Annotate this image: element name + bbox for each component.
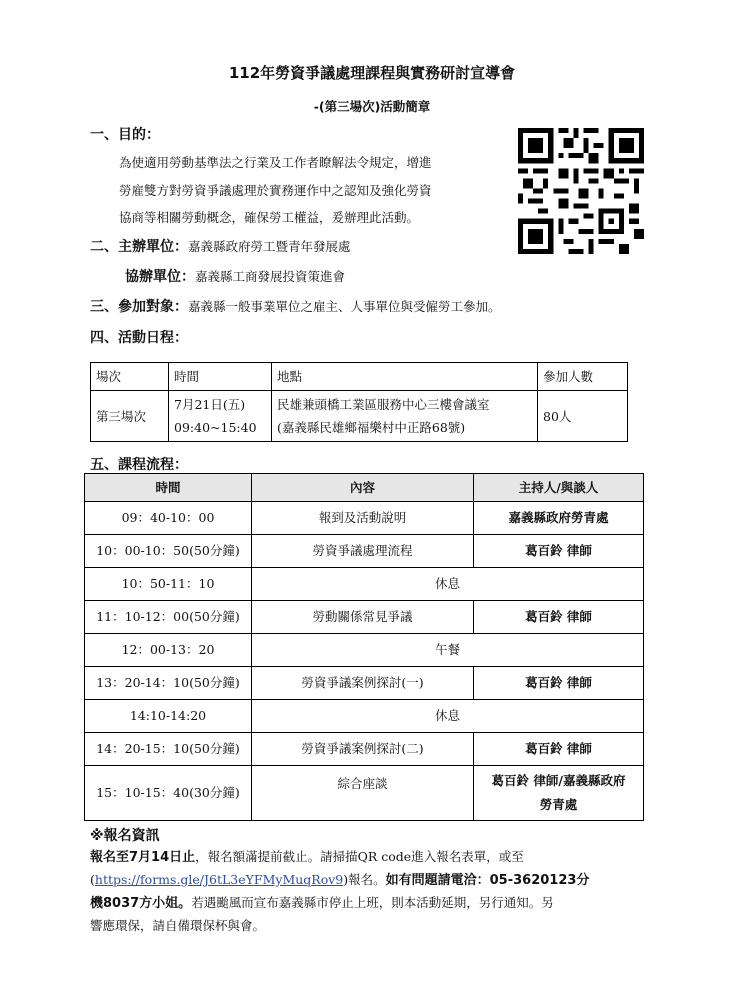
schedule-header-venue: 地點 <box>272 363 538 391</box>
organizer-heading: 二、主辦單位： <box>90 239 188 255</box>
flow-host: 葛百鈴 律師 <box>474 733 644 766</box>
flow-row <box>85 733 644 766</box>
flow-time: 12：00-13：20 <box>85 634 252 667</box>
flow-content: 勞資爭議案例探討(二) <box>252 733 474 766</box>
registration-info <box>90 846 662 937</box>
schedule-session: 第三場次 <box>91 391 169 442</box>
schedule-capacity: 80人 <box>538 391 628 442</box>
flow-time: 10：00-10：50(50分鐘) <box>85 535 252 568</box>
registration-deadline: 報名至7月14日止 <box>90 850 196 865</box>
co-organizer-heading: 協辦單位： <box>125 269 195 285</box>
registration-contact: 如有問題請電洽：05-3620123分 <box>385 873 590 888</box>
flow-time: 14:10-14:20 <box>85 700 252 733</box>
purpose-line-1: 為使適用勞動基準法之行業及工作者瞭解法令規定，增進 <box>119 155 432 170</box>
schedule-table <box>90 362 628 442</box>
flow-host: 葛百鈴 律師 <box>474 667 644 700</box>
co-organizer-value: 嘉義縣工商發展投資策進會 <box>195 269 346 284</box>
schedule-heading: 四、活動日程： <box>90 330 188 346</box>
registration-text-3: 若遇颱風而宣布嘉義縣市停止上班，則本活動延期，另行通知。另 <box>191 895 554 910</box>
flow-content: 綜合座談 <box>252 766 474 821</box>
flow-row <box>85 601 644 634</box>
registration-contact-2: 機8037方小姐。 <box>90 896 192 911</box>
registration-text-4: 響應環保，請自備環保杯與會。 <box>90 918 266 933</box>
registration-text-2: )報名。 <box>343 872 386 887</box>
flow-time: 09：40-10：00 <box>85 502 252 535</box>
schedule-header-time: 時間 <box>169 363 272 391</box>
registration-link-open: ( <box>90 872 95 887</box>
schedule-header-capacity: 參加人數 <box>538 363 628 391</box>
flow-header-host: 主持人/與談人 <box>474 474 644 502</box>
flow-time: 10：50-11：10 <box>85 568 252 601</box>
flow-time: 13：20-14：10(50分鐘) <box>85 667 252 700</box>
flow-content: 報到及活動說明 <box>252 502 474 535</box>
flow-time: 14：20-15：10(50分鐘) <box>85 733 252 766</box>
schedule-datetime <box>169 391 272 442</box>
qr-code-icon[interactable] <box>518 128 644 254</box>
flow-row <box>85 502 644 535</box>
flow-content: 休息 <box>252 700 644 733</box>
registration-link[interactable]: https://forms.gle/J6tL3eYFMyMuqRov9 <box>94 872 344 887</box>
flow-heading: 五、課程流程： <box>90 457 188 473</box>
flow-content: 勞動關係常見爭議 <box>252 601 474 634</box>
flow-host: 葛百鈴 律師 <box>474 535 644 568</box>
flow-host-line-1: 葛百鈴 律師/嘉義縣政府 <box>491 773 626 788</box>
flow-content: 午餐 <box>252 634 644 667</box>
participants-heading: 三、參加對象： <box>90 299 188 315</box>
flow-row <box>85 568 644 601</box>
flow-content: 休息 <box>252 568 644 601</box>
flow-host: 嘉義縣政府勞青處 <box>474 502 644 535</box>
flow-host-line-2: 勞青處 <box>539 797 578 812</box>
page-subtitle: -(第三場次)活動簡章 <box>313 99 431 114</box>
participants-value: 嘉義縣一般事業單位之雇主、人事單位與受僱勞工參加。 <box>188 299 501 314</box>
flow-header-row <box>85 474 644 502</box>
flow-row <box>85 535 644 568</box>
schedule-row <box>91 391 628 442</box>
registration-heading: ※報名資訊 <box>90 828 160 844</box>
schedule-venue-cell <box>272 391 538 442</box>
purpose-line-2: 勞雇雙方對勞資爭議處理於實務運作中之認知及強化勞資 <box>119 183 432 198</box>
schedule-address: (嘉義縣民雄鄉福樂村中正路68號) <box>277 420 466 435</box>
flow-row <box>85 667 644 700</box>
organizer-row <box>90 236 351 256</box>
flow-time: 11：10-12：00(50分鐘) <box>85 601 252 634</box>
flow-row <box>85 700 644 733</box>
flow-row <box>85 766 644 821</box>
schedule-venue: 民雄兼頭橋工業區服務中心三樓會議室 <box>277 397 490 412</box>
co-organizer-row <box>125 266 345 286</box>
flow-table <box>84 473 644 821</box>
flow-time: 15：10-15：40(30分鐘) <box>85 766 252 821</box>
schedule-date: 7月21日(五) <box>174 397 246 412</box>
flow-row <box>85 634 644 667</box>
schedule-time: 09:40~15:40 <box>174 420 257 435</box>
page-title: 112年勞資爭議處理課程與實務研討宣導會 <box>228 64 516 82</box>
organizer-value: 嘉義縣政府勞工暨青年發展處 <box>188 239 351 254</box>
flow-host <box>474 766 644 821</box>
schedule-header-row <box>91 363 628 391</box>
purpose-heading: 一、目的： <box>90 127 160 143</box>
registration-text-1: ，報名額滿提前截止。請掃描QR code進入報名表單，或至 <box>195 849 524 864</box>
flow-header-content: 內容 <box>252 474 474 502</box>
flow-header-time: 時間 <box>85 474 252 502</box>
schedule-header-session: 場次 <box>91 363 169 391</box>
flow-host: 葛百鈴 律師 <box>474 601 644 634</box>
flow-content: 勞資爭議處理流程 <box>252 535 474 568</box>
purpose-line-3: 協商等相關勞動概念，確保勞工權益，爰辦理此活動。 <box>119 210 420 225</box>
flow-content: 勞資爭議案例探討(一) <box>252 667 474 700</box>
participants-row <box>90 296 501 316</box>
